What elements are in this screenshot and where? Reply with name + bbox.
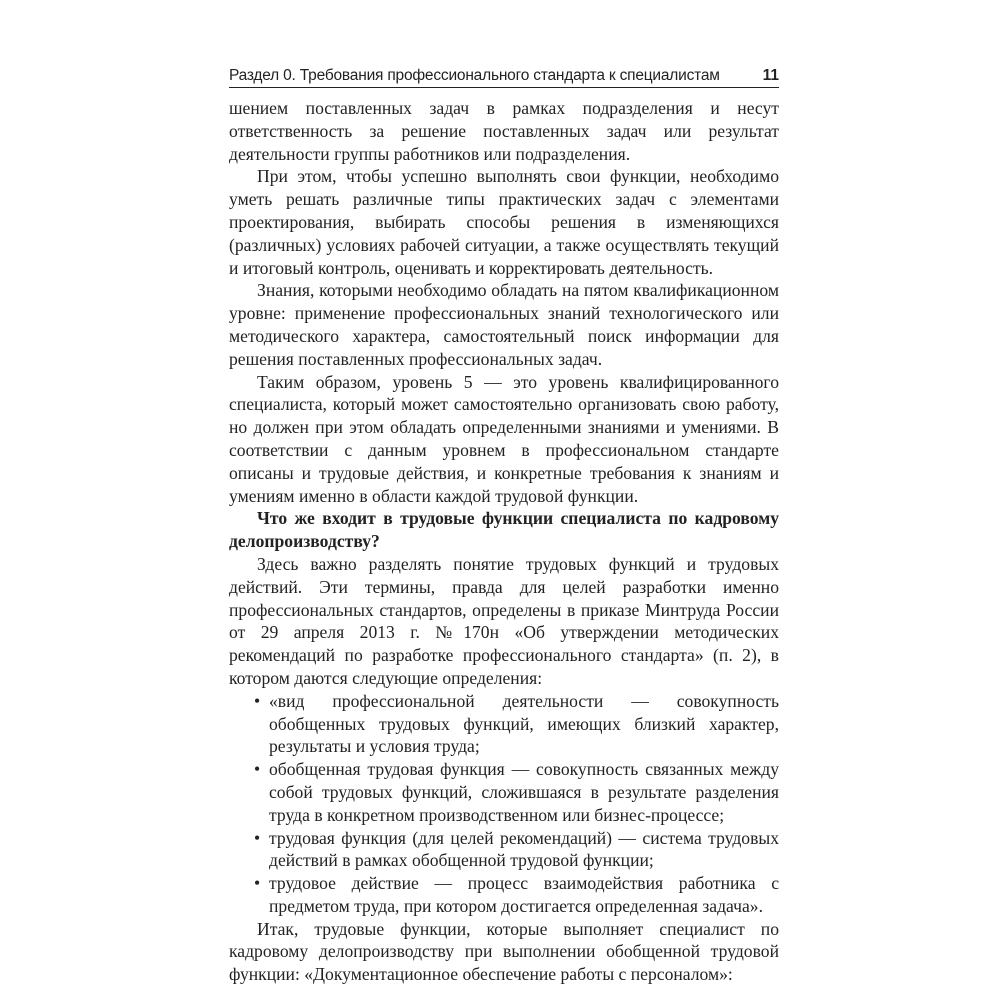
- paragraph: Таким образом, уровень 5 — это уровень квалифицированного специалиста, который может самостоятельно организовать свою работу, но должен при этом обладать определенными знаниями и умениями. В соответствии с данным уровнем в профессиональном стандарте описаны и трудовые действия, и конкретные требования к знаниям и умениям именно в области каждой трудовой функции.: [229, 371, 779, 506]
- bullet-icon: •: [254, 690, 261, 711]
- list-item-text: трудовое действие — процесс взаимодействия работника с предметом труда, при котором достигается определенная задача».: [269, 873, 779, 916]
- definitions-intro: Здесь важно разделять понятие трудовых функций и трудовых действий. Эти термины, правда для целей разработки именно профессиональных стандартов, определены в приказе Минтруда России от 29 апреля 2013 г. №170н «Об утверждении методических рекомендаций по разработке профессионального стандарта» (п. 2), в котором даются следующие определения:: [229, 553, 779, 688]
- list-item: [229, 827, 779, 873]
- list-item: [229, 758, 779, 826]
- list-item-text: обобщенная трудовая функция — совокупность связанных между собой трудовых функций, сложившаяся в результате разделения труда в конкретном производственном или бизнес-процессе;: [269, 759, 779, 825]
- list-item: [229, 872, 779, 918]
- paragraph-continuation: шением поставленных задач в рамках подразделения и несут ответственность за решение поставленных задач или результат деятельности группы работников или подразделения.: [229, 98, 779, 164]
- list-item-text: «вид профессиональной деятельности — совокупность обобщенных трудовых функций, имеющих близкий характер, результаты и условия труда;: [269, 690, 779, 757]
- running-head: [229, 58, 779, 88]
- paragraph: Знания, которыми необходимо обладать на пятом квалификационном уровне: применение профессиональных знаний технологического или методического характера, самостоятельный поиск информации для решения поставленных профессиональных задач.: [229, 280, 779, 369]
- list-item: [229, 690, 779, 758]
- paragraph-closing: Итак, трудовые функции, которые выполняет специалист по кадровому делопроизводству при выполнении обобщенной трудовой функции: «Документационное обеспечение работы с персоналом»:: [229, 918, 779, 985]
- bullet-icon: •: [254, 827, 261, 848]
- definitions-list: [229, 690, 779, 918]
- question-heading: Что же входит в трудовые функции специалиста по кадровому делопроизводству?: [229, 508, 779, 552]
- bullet-icon: •: [254, 873, 261, 894]
- page-number: 11: [762, 67, 779, 84]
- book-page: [229, 58, 779, 986]
- paragraph: При этом, чтобы успешно выполнять свои функции, необходимо уметь решать различные типы практических задач с элементами проектирования, выбирать способы решения в изменяющихся (различных) условиях рабочей ситуации, а также осуществлять текущий и итоговый контроль, оценивать и корректировать деятельность.: [229, 166, 779, 278]
- running-head-title: Раздел 0. Требования профессионального стандарта к специалистам: [229, 67, 720, 84]
- list-item-text: трудовая функция (для целей рекомендаций) — система трудовых действий в рамках обобщенной трудовой функции;: [269, 827, 779, 871]
- page-body: [229, 97, 779, 986]
- bullet-icon: •: [254, 759, 261, 780]
